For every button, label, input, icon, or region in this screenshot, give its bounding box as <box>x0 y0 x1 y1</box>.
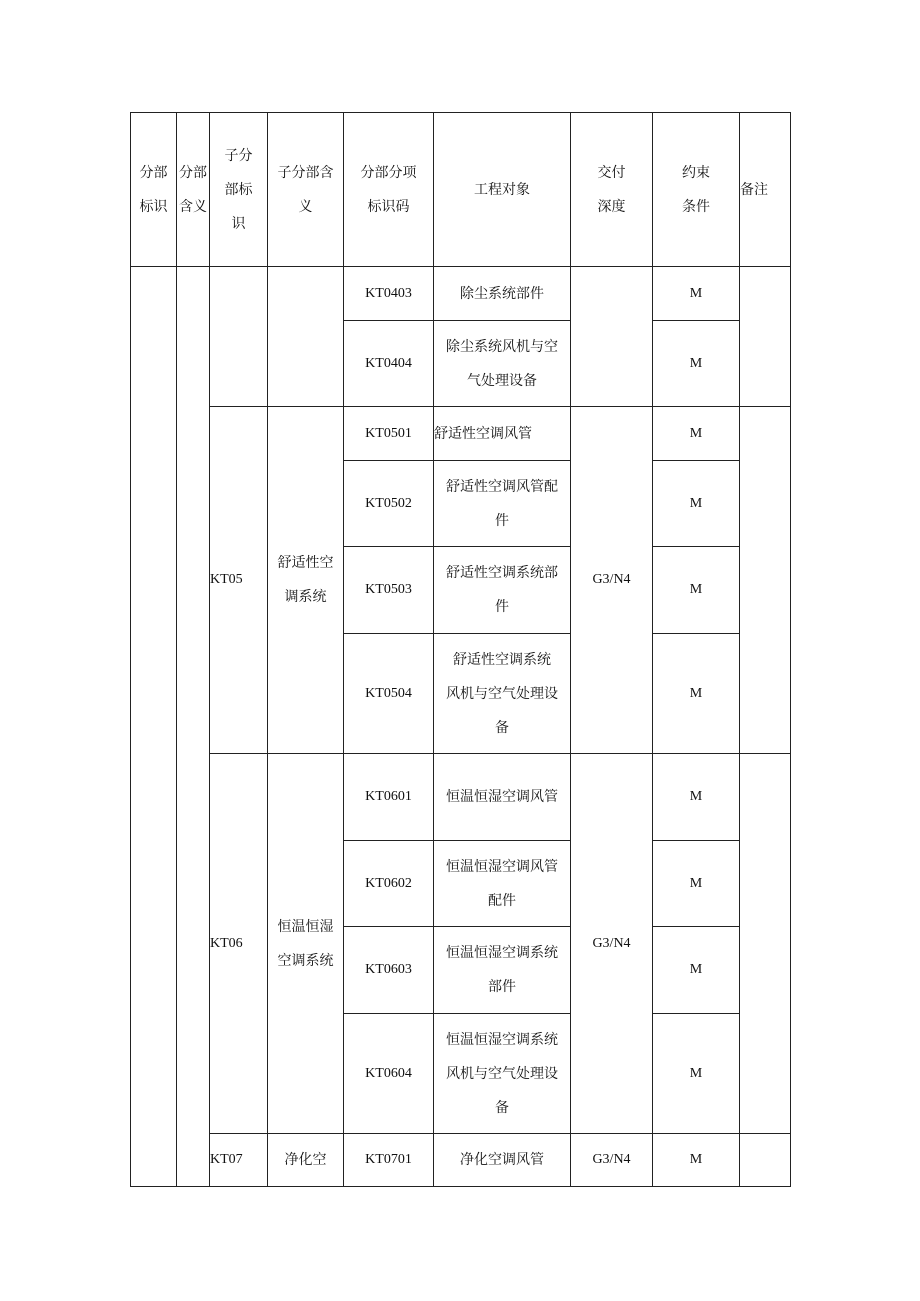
remark-cell <box>740 267 791 407</box>
object-cell: 恒温恒湿空调系统 风机与空气处理设 备 <box>434 1014 571 1134</box>
table-row <box>131 1134 791 1187</box>
part-meaning-cell <box>177 267 210 1187</box>
sub-id-cell: KT07 <box>210 1134 268 1187</box>
item-code-cell: KT0701 <box>344 1134 434 1187</box>
constraint-cell: M <box>653 1134 740 1187</box>
constraint-cell: M <box>653 927 740 1014</box>
object-cell: 舒适性空调风管 <box>434 407 571 461</box>
depth-cell <box>571 267 653 407</box>
constraint-cell: M <box>653 1014 740 1134</box>
constraint-cell: M <box>653 267 740 321</box>
depth-cell: G3/N4 <box>571 1134 653 1187</box>
item-code-cell: KT0503 <box>344 547 434 634</box>
header-constraint: 约束 条件 <box>653 113 740 267</box>
sub-meaning-cell: 舒适性空 调系统 <box>268 407 344 754</box>
object-cell: 恒温恒湿空调风管 <box>434 754 571 841</box>
header-item-code: 分部分项 标识码 <box>344 113 434 267</box>
remark-cell <box>740 407 791 754</box>
object-cell: 除尘系统部件 <box>434 267 571 321</box>
object-cell: 恒温恒湿空调系统 部件 <box>434 927 571 1014</box>
object-cell: 净化空调风管 <box>434 1134 571 1187</box>
depth-cell: G3/N4 <box>571 754 653 1134</box>
remark-cell <box>740 754 791 1134</box>
object-cell: 舒适性空调风管配 件 <box>434 461 571 547</box>
item-code-cell: KT0601 <box>344 754 434 841</box>
header-part-id: 分部 标识 <box>131 113 177 267</box>
sub-meaning-cell: 恒温恒湿 空调系统 <box>268 754 344 1134</box>
object-cell: 除尘系统风机与空 气处理设备 <box>434 321 571 407</box>
item-code-cell: KT0502 <box>344 461 434 547</box>
object-cell: 舒适性空调系统 风机与空气处理设 备 <box>434 634 571 754</box>
part-id-cell <box>131 267 177 1187</box>
header-sub-id: 子分 部标 识 <box>210 113 268 267</box>
item-code-cell: KT0501 <box>344 407 434 461</box>
header-row <box>131 113 791 267</box>
object-cell: 舒适性空调系统部 件 <box>434 547 571 634</box>
sub-id-cell: KT06 <box>210 754 268 1134</box>
header-object: 工程对象 <box>434 113 571 267</box>
header-sub-meaning: 子分部含 义 <box>268 113 344 267</box>
classification-table <box>130 112 791 1187</box>
item-code-cell: KT0604 <box>344 1014 434 1134</box>
depth-cell: G3/N4 <box>571 407 653 754</box>
item-code-cell: KT0403 <box>344 267 434 321</box>
object-cell: 恒温恒湿空调风管 配件 <box>434 841 571 927</box>
sub-meaning-cell <box>268 267 344 407</box>
header-depth: 交付 深度 <box>571 113 653 267</box>
constraint-cell: M <box>653 841 740 927</box>
item-code-cell: KT0404 <box>344 321 434 407</box>
header-remark: 备注 <box>740 113 791 267</box>
constraint-cell: M <box>653 634 740 754</box>
sub-id-cell: KT05 <box>210 407 268 754</box>
constraint-cell: M <box>653 754 740 841</box>
constraint-cell: M <box>653 461 740 547</box>
constraint-cell: M <box>653 547 740 634</box>
table-row <box>131 407 791 461</box>
constraint-cell: M <box>653 321 740 407</box>
constraint-cell: M <box>653 407 740 461</box>
item-code-cell: KT0504 <box>344 634 434 754</box>
table-row <box>131 267 791 321</box>
sub-meaning-cell: 净化空 <box>268 1134 344 1187</box>
table-row <box>131 754 791 841</box>
remark-cell <box>740 1134 791 1187</box>
header-part-meaning: 分部 含义 <box>177 113 210 267</box>
item-code-cell: KT0603 <box>344 927 434 1014</box>
sub-id-cell <box>210 267 268 407</box>
item-code-cell: KT0602 <box>344 841 434 927</box>
